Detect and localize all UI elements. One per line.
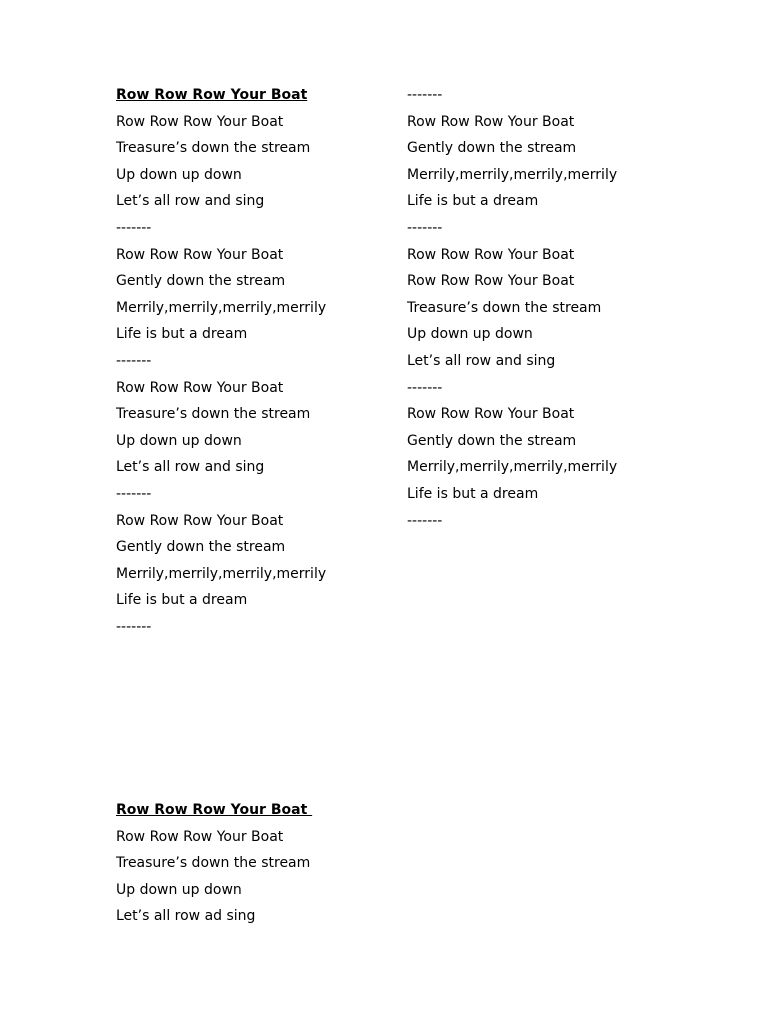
lyric-line: Gently down the stream: [116, 539, 286, 556]
lyric-line: Gently down the stream: [116, 273, 286, 290]
lyric-line: Gently down the stream: [407, 140, 577, 157]
lyric-line: Row Row Row Your Boat: [116, 246, 284, 263]
verse-separator: -------: [407, 87, 443, 103]
lyric-line: Merrily,merrily,merrily,merrily: [407, 459, 618, 476]
lyric-line: Row Row Row Your Boat: [407, 406, 575, 423]
song-title: Row Row Row Your Boat: [116, 87, 308, 103]
verse-separator: -------: [116, 485, 152, 502]
verse-separator: -------: [407, 379, 443, 396]
lyric-line: Up down up down: [407, 326, 533, 343]
verse-separator: -------: [116, 618, 152, 635]
lyric-line: Row Row Row Your Boat: [407, 273, 575, 290]
lyric-line: Row Row Row Your Boat: [116, 828, 284, 845]
lyric-line: Merrily,merrily,merrily,merrily: [116, 299, 327, 316]
lyric-line: Up down up down: [116, 881, 242, 898]
lyric-line: Row Row Row Your Boat: [407, 113, 575, 130]
right-lyrics-column: [407, 82, 617, 534]
lyric-line: Let’s all row and sing: [407, 352, 556, 369]
left-lyrics-column: [116, 82, 326, 640]
second-song-section: [116, 797, 312, 930]
lyric-line: Life is but a dream: [407, 485, 539, 502]
lyric-line: Treasure’s down the stream: [116, 406, 311, 423]
lyric-line: Treasure’s down the stream: [116, 140, 311, 157]
lyric-line: Up down up down: [116, 432, 242, 449]
lyric-line: Let’s all row ad sing: [116, 908, 256, 925]
lyric-line: Row Row Row Your Boat: [116, 379, 284, 396]
lyric-line: Row Row Row Your Boat: [116, 113, 284, 130]
lyric-line: Row Row Row Your Boat: [116, 512, 284, 529]
verse-separator: -------: [407, 512, 443, 529]
lyric-line: Merrily,merrily,merrily,merrily: [116, 565, 327, 582]
lyric-line: Let’s all row and sing: [116, 459, 265, 476]
verse-separator: -------: [407, 219, 443, 236]
song-title: Row Row Row Your Boat: [116, 802, 313, 818]
lyric-line: Merrily,merrily,merrily,merrily: [407, 166, 618, 183]
lyric-line: Life is but a dream: [116, 592, 248, 609]
lyric-line: Row Row Row Your Boat: [407, 246, 575, 263]
lyric-line: Up down up down: [116, 166, 242, 183]
lyric-line: Life is but a dream: [116, 326, 248, 343]
lyric-line: Life is but a dream: [407, 193, 539, 210]
lyric-line: Treasure’s down the stream: [407, 299, 602, 316]
lyric-line: Treasure’s down the stream: [116, 855, 311, 872]
verse-separator: -------: [116, 352, 152, 369]
verse-separator: -------: [116, 219, 152, 236]
lyric-line: Let’s all row and sing: [116, 193, 265, 210]
lyric-line: Gently down the stream: [407, 432, 577, 449]
